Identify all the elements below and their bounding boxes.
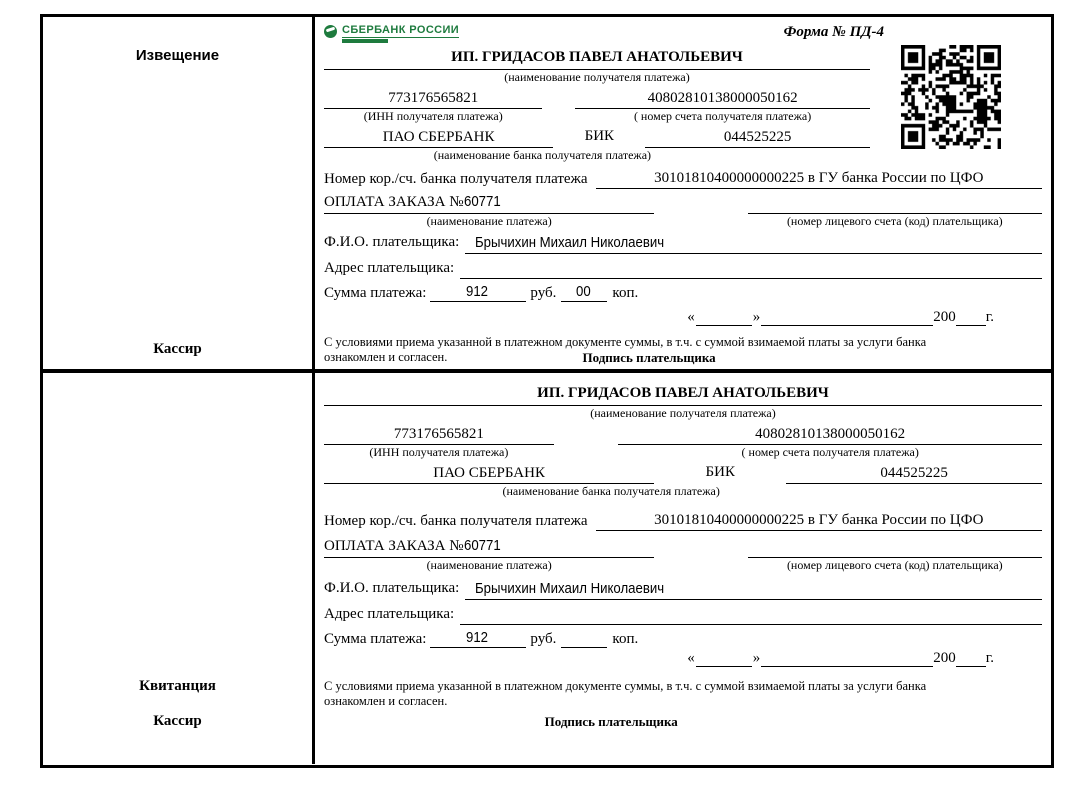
payment-name-prefix: ОПЛАТА ЗАКАЗА №: [324, 194, 464, 210]
sum-kop-value: 00: [576, 283, 591, 300]
agreement-block: [324, 335, 1042, 365]
korr-row: [324, 510, 1042, 531]
form-number-label: Форма № ПД-4: [783, 24, 884, 40]
inn-value: 773176565821: [324, 420, 554, 445]
inn-account-row: [324, 420, 1042, 445]
account-caption: ( номер счета получателя платежа): [741, 445, 919, 459]
korr-label: Номер кор./сч. банка получателя платежа: [324, 171, 588, 187]
agreement-line2: ознакомлен и согласен.: [324, 350, 448, 364]
personal-account-caption: (номер лицевого счета (код) плательщика): [786, 558, 1003, 572]
payment-captions-row: [324, 214, 1042, 228]
quote-open: «: [687, 650, 695, 666]
notice-title: Извещение: [135, 47, 220, 64]
agreement-line1: С условиями приема указанной в платежном документе суммы, в т.ч. с суммой взимаемой платы за услуги банка: [324, 335, 927, 349]
bank-caption: (наименование банка получателя платежа): [433, 148, 652, 162]
fio-value: Брычихин Михаил Николаевич: [475, 580, 665, 597]
bank-name-value: ПАО СБЕРБАНК: [324, 459, 654, 484]
agreement-line1: С условиями приема указанной в платежном документе суммы, в т.ч. с суммой взимаемой платы за услуги банка: [324, 679, 927, 693]
personal-account-caption: (номер лицевого счета (код) плательщика): [786, 214, 1003, 228]
bank-bik-row: [324, 459, 1042, 484]
fio-row: [324, 578, 1042, 600]
bik-label: БИК: [584, 128, 615, 144]
bik-value: 044525225: [786, 459, 1042, 484]
address-row: [324, 258, 1042, 279]
agreement-line2: ознакомлен и согласен.: [324, 694, 448, 708]
inn-account-row: [324, 84, 870, 109]
date-row: [324, 650, 994, 667]
payee-caption: (наименование получателя платежа): [590, 406, 776, 420]
sum-row: [324, 283, 1042, 302]
receipt-main: [315, 373, 1051, 764]
payment-name-prefix: ОПЛАТА ЗАКАЗА №: [324, 538, 464, 554]
date-year-field: [956, 666, 986, 667]
signature-label: Подпись плательщика: [544, 714, 678, 729]
sum-rub-field: [430, 283, 526, 302]
address-label: Адрес плательщика:: [324, 606, 455, 622]
address-value-field: [460, 258, 1042, 279]
year-prefix: 200: [933, 650, 956, 666]
sum-row: [324, 629, 1042, 648]
kop-label: коп.: [612, 285, 639, 301]
year-suffix: г.: [985, 650, 994, 666]
inn-caption: (ИНН получателя платежа): [369, 445, 509, 459]
date-month-field: [761, 325, 933, 326]
quote-close: »: [752, 650, 761, 666]
receipt-section: [43, 373, 1051, 764]
cashier-label: Кассир: [153, 341, 202, 357]
payment-caption: (наименование платежа): [426, 558, 552, 572]
date-day-field: [696, 325, 752, 326]
sum-rub-value: 912: [465, 629, 488, 646]
notice-section: [43, 17, 1051, 373]
notice-side-column: [43, 17, 315, 369]
qr-code-icon: [901, 45, 1001, 149]
sum-label: Сумма платежа:: [324, 285, 427, 301]
date-month-field: [761, 666, 933, 667]
bik-label: БИК: [705, 464, 735, 480]
account-value: 40802810138000050162: [575, 84, 870, 109]
account-value: 40802810138000050162: [618, 420, 1042, 445]
payment-name-field: [324, 191, 654, 214]
inn-account-captions: [324, 109, 870, 123]
notice-main: [315, 17, 1051, 369]
sberbank-logo-text: СБЕРБАНК РОССИИ: [342, 24, 460, 36]
date-day-field: [696, 666, 752, 667]
order-number: 60771: [463, 537, 501, 554]
kop-label: коп.: [612, 631, 639, 647]
payment-name-row: [324, 191, 1042, 214]
rub-label: руб.: [530, 631, 557, 647]
payment-name-row: [324, 535, 1042, 558]
bank-bik-row: [324, 123, 870, 148]
bank-caption: (наименование банка получателя платежа): [502, 484, 720, 498]
agreement-block: [324, 679, 1042, 709]
fio-value-field: [465, 578, 1042, 600]
payment-caption: (наименование платежа): [426, 214, 552, 228]
address-row: [324, 604, 1042, 625]
payee-name: ИП. ГРИДАСОВ ПАВЕЛ АНАТОЛЬЕВИЧ: [324, 373, 1042, 406]
sberbank-logo-icon: [324, 25, 337, 38]
korr-value: 30101810400000000225 в ГУ банка России по ЦФО: [596, 168, 1042, 189]
sum-rub-field: [430, 629, 526, 648]
payment-captions-row: [324, 558, 1042, 572]
korr-label: Номер кор./сч. банка получателя платежа: [324, 513, 588, 529]
date-row: [324, 309, 994, 326]
notice-header-row: [324, 17, 1042, 47]
bik-value: 044525225: [645, 123, 870, 148]
sum-kop-field: [561, 630, 607, 648]
personal-account-field: [748, 535, 1042, 558]
payment-name-field: [324, 535, 654, 558]
payee-caption: (наименование получателя платежа): [504, 70, 690, 84]
receipt-side-column: [43, 373, 315, 764]
sum-rub-value: 912: [465, 283, 488, 300]
address-label: Адрес плательщика:: [324, 260, 455, 276]
year-prefix: 200: [933, 309, 956, 325]
receipt-title: Квитанция: [139, 678, 216, 694]
sberbank-logo-subtext-bar: [342, 39, 388, 43]
cashier-label: Кассир: [153, 713, 202, 729]
inn-value: 773176565821: [324, 84, 542, 109]
signature-label: Подпись плательщика: [582, 350, 716, 365]
payee-block: [324, 47, 870, 162]
payee-name: ИП. ГРИДАСОВ ПАВЕЛ АНАТОЛЬЕВИЧ: [324, 47, 870, 70]
korr-row: [324, 168, 1042, 189]
personal-account-field: [748, 191, 1042, 214]
fio-row: [324, 232, 1042, 254]
sum-kop-field: [561, 283, 607, 302]
sum-label: Сумма платежа:: [324, 631, 427, 647]
year-suffix: г.: [985, 309, 994, 325]
rub-label: руб.: [530, 285, 557, 301]
fio-label: Ф.И.О. плательщика:: [324, 580, 460, 596]
bank-name-value: ПАО СБЕРБАНК: [324, 123, 553, 148]
fio-label: Ф.И.О. плательщика:: [324, 234, 460, 250]
fio-value: Брычихин Михаил Николаевич: [475, 234, 665, 251]
pd4-form-page: [40, 14, 1054, 768]
order-number: 60771: [463, 193, 501, 210]
sberbank-logo: [324, 24, 459, 43]
address-value-field: [460, 604, 1042, 625]
quote-close: »: [752, 309, 761, 325]
fio-value-field: [465, 232, 1042, 254]
date-year-field: [956, 325, 986, 326]
inn-caption: (ИНН получателя платежа): [363, 109, 503, 123]
inn-account-captions: [324, 445, 1042, 459]
account-caption: ( номер счета получателя платежа): [633, 109, 812, 123]
korr-value: 30101810400000000225 в ГУ банка России по ЦФО: [596, 510, 1042, 531]
quote-open: «: [687, 309, 695, 325]
